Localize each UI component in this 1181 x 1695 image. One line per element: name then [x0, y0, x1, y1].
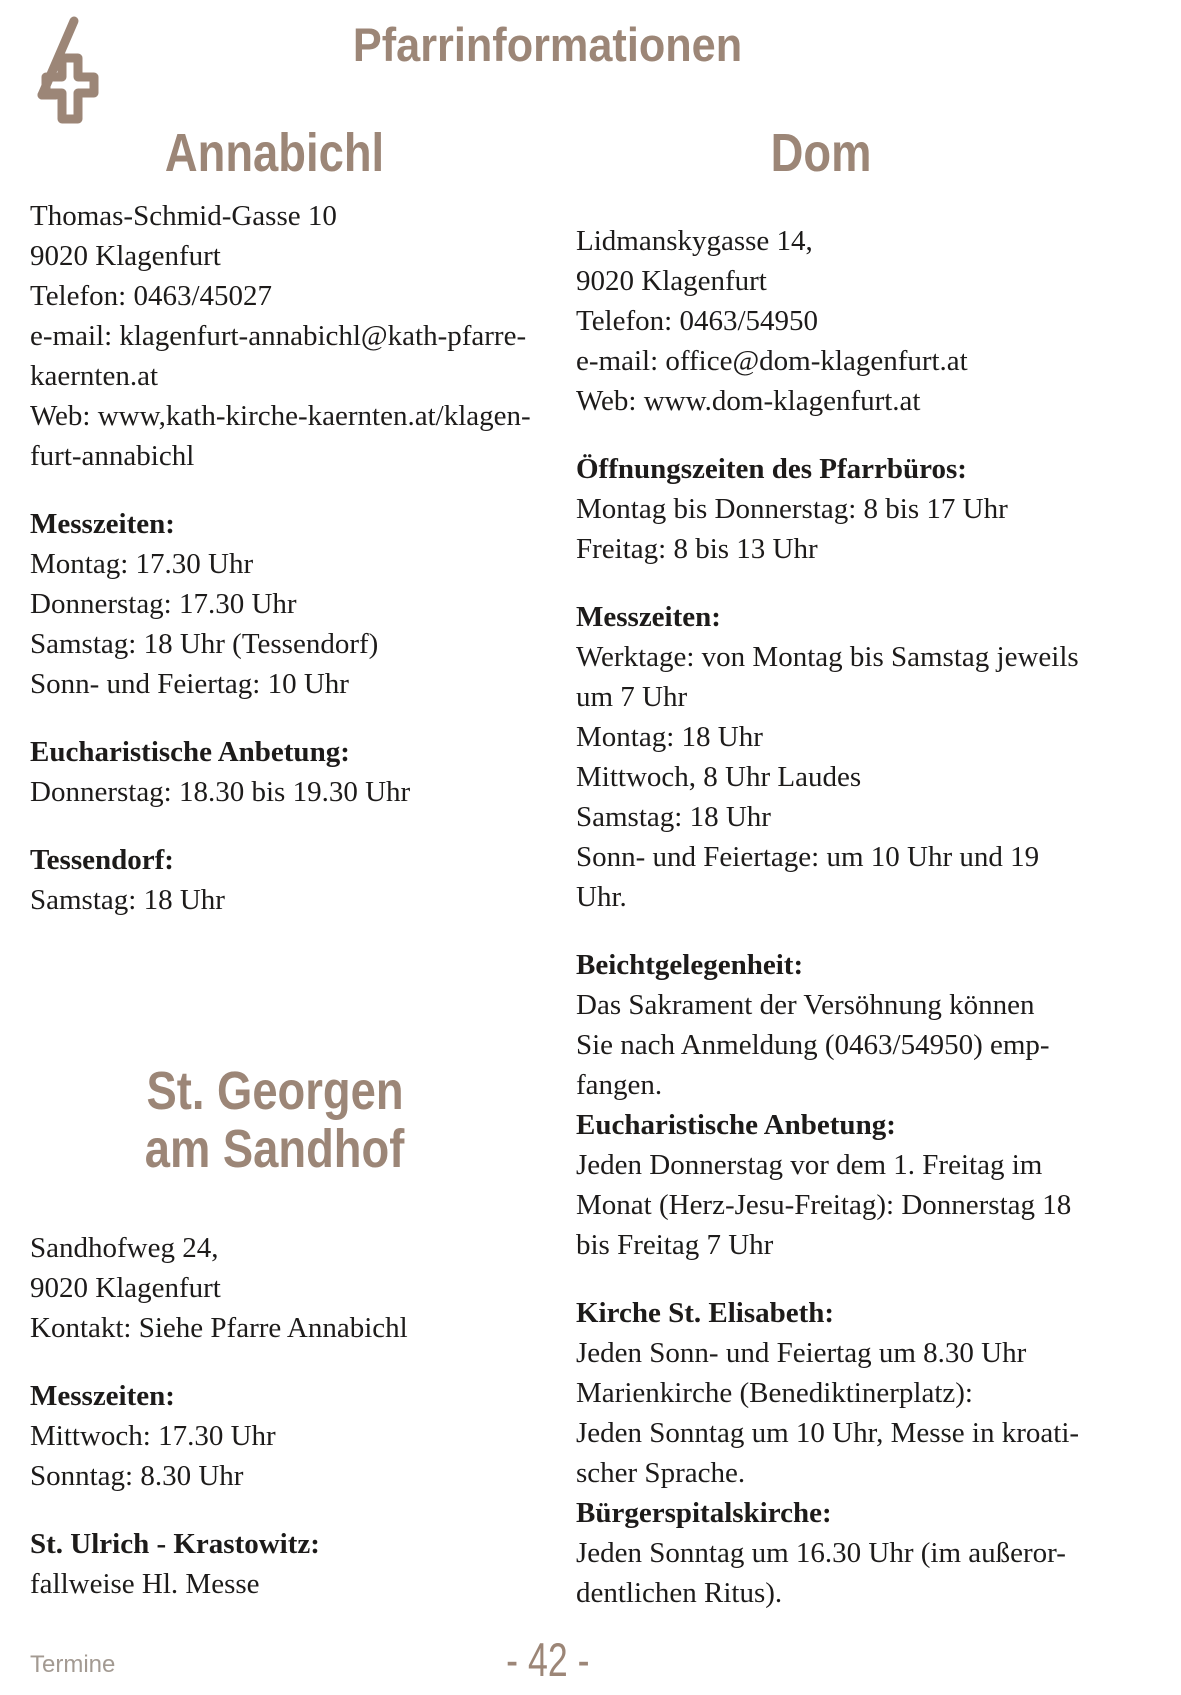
text-line: Lidmanskygasse 14, [576, 225, 813, 257]
text-line: Samstag: 18 Uhr [30, 884, 225, 916]
page-title [0, 16, 1095, 74]
text-line: fangen. [576, 1069, 663, 1101]
section-title: Messzeiten: [30, 508, 175, 540]
text-line: Telefon: 0463/45027 [30, 280, 273, 312]
section-lines [30, 1564, 560, 1604]
text-line: fallweise Hl. Messe [30, 1568, 260, 1600]
section-title: Tessendorf: [30, 844, 174, 876]
text-line: kaernten.at [30, 360, 159, 392]
annabichl-tessendorf-section [30, 840, 560, 920]
heading-annabichl-text: Annabichl [165, 123, 385, 183]
annabichl-address [30, 196, 560, 476]
section-lines [576, 637, 1121, 917]
text-line: Werktage: von Montag bis Samstag jeweils [576, 641, 1079, 673]
section-lines [576, 1333, 1121, 1493]
dom-messzeiten-section [576, 597, 1121, 917]
text-line: Montag bis Donnerstag: 8 bis 17 Uhr [576, 493, 1008, 525]
footer-page-number-text: - 42 - [505, 1633, 590, 1686]
section-lines [576, 1145, 1121, 1265]
text-line: e-mail: office@dom-klagenfurt.at [576, 345, 968, 377]
heading-st-georgen-line1: St. Georgen [146, 1061, 404, 1121]
text-line: Jeden Sonn- und Feiertag um 8.30 Uhr [576, 1337, 1027, 1369]
text-line: Thomas-Schmid-Gasse 10 [30, 200, 337, 232]
section-title: Eucharistische Anbetung: [576, 1109, 896, 1141]
section-title: St. Ulrich - Krastowitz: [30, 1528, 320, 1560]
text-line: Donnerstag: 17.30 Uhr [30, 588, 297, 620]
text-line: Uhr. [576, 881, 627, 913]
heading-st-georgen [30, 1062, 520, 1178]
page-title-text: Pfarrinformationen [352, 18, 743, 71]
text-line: e-mail: klagenfurt-annabichl@kath-pfarre- [30, 320, 527, 352]
section-lines [576, 985, 1121, 1105]
text-line: Das Sakrament der Versöhnung können [576, 989, 1035, 1021]
section-title: Öffnungszeiten des Pfarrbüros: [576, 453, 967, 485]
section-title: Kirche St. Elisabeth: [576, 1297, 835, 1329]
text-line: Sonn- und Feiertag: 10 Uhr [30, 668, 349, 700]
text-line: Samstag: 18 Uhr [576, 801, 771, 833]
section-title: Eucharistische Anbetung: [30, 736, 350, 768]
dom-oeffnungszeiten-section [576, 449, 1121, 569]
text-line: Monat (Herz-Jesu-Freitag): Donnerstag 18 [576, 1189, 1072, 1221]
section-lines [576, 489, 1121, 569]
footer-page-number [0, 1632, 1095, 1688]
text-line: Sandhofweg 24, [30, 1232, 219, 1264]
section-lines [30, 880, 560, 920]
text-line: dentlichen Ritus). [576, 1577, 783, 1609]
text-line: Sonn- und Feiertage: um 10 Uhr und 19 [576, 841, 1040, 873]
text-line: scher Sprache. [576, 1457, 746, 1489]
annabichl-anbetung-section [30, 732, 560, 812]
dom-address [576, 221, 1121, 421]
text-line: Samstag: 18 Uhr (Tessendorf) [30, 628, 379, 660]
text-line: Montag: 17.30 Uhr [30, 548, 254, 580]
text-line: bis Freitag 7 Uhr [576, 1229, 774, 1261]
section-lines [30, 1416, 560, 1496]
text-line: Web: www,kath-kirche-kaernten.at/klagen- [30, 400, 531, 432]
text-line: Jeden Sonntag um 16.30 Uhr (im außeror- [576, 1537, 1066, 1569]
text-line: um 7 Uhr [576, 681, 688, 713]
section-lines [30, 544, 560, 704]
dom-column [576, 221, 1121, 1613]
section-title: Beichtgelegenheit: [576, 949, 804, 981]
text-line: 9020 Klagenfurt [576, 265, 767, 297]
text-line: Donnerstag: 18.30 bis 19.30 Uhr [30, 776, 411, 808]
annabichl-messzeiten-section [30, 504, 560, 704]
section-title: Messzeiten: [30, 1380, 175, 1412]
section-title: Messzeiten: [576, 601, 721, 633]
section-title: Bürgerspitalskirche: [576, 1497, 832, 1529]
heading-dom-text: Dom [770, 123, 872, 183]
st-georgen-messzeiten-section [30, 1376, 560, 1496]
dom-elisabeth-buergerspital-section [576, 1293, 1121, 1613]
section-lines [576, 1533, 1121, 1613]
text-line: Jeden Sonntag um 10 Uhr, Messe in kroati- [576, 1417, 1080, 1449]
text-line: Telefon: 0463/54950 [576, 305, 819, 337]
text-line: Sie nach Anmeldung (0463/54950) emp- [576, 1029, 1050, 1061]
heading-dom [576, 124, 1066, 182]
dom-beicht-anbetung-section [576, 945, 1121, 1265]
text-line: Jeden Donnerstag vor dem 1. Freitag im [576, 1149, 1043, 1181]
text-line: Freitag: 8 bis 13 Uhr [576, 533, 818, 565]
text-line: Web: www.dom-klagenfurt.at [576, 385, 921, 417]
text-line: Mittwoch, 8 Uhr Laudes [576, 761, 862, 793]
text-line: Mittwoch: 17.30 Uhr [30, 1420, 276, 1452]
text-line: Kontakt: Siehe Pfarre Annabichl [30, 1312, 408, 1344]
text-line: Marienkirche (Benediktinerplatz): [576, 1377, 973, 1409]
text-line: 9020 Klagenfurt [30, 240, 221, 272]
heading-st-georgen-line2: am Sandhof [145, 1119, 405, 1179]
footer-section-label: Termine [30, 1651, 116, 1678]
st-ulrich-section [30, 1524, 560, 1604]
text-line: 9020 Klagenfurt [30, 1272, 221, 1304]
st-georgen-column [30, 1228, 560, 1604]
annabichl-column [30, 196, 560, 920]
heading-annabichl [30, 124, 520, 182]
text-line: furt-annabichl [30, 440, 195, 472]
text-line: Montag: 18 Uhr [576, 721, 763, 753]
text-line: Sonntag: 8.30 Uhr [30, 1460, 244, 1492]
st-georgen-address [30, 1228, 560, 1348]
section-lines [30, 772, 560, 812]
